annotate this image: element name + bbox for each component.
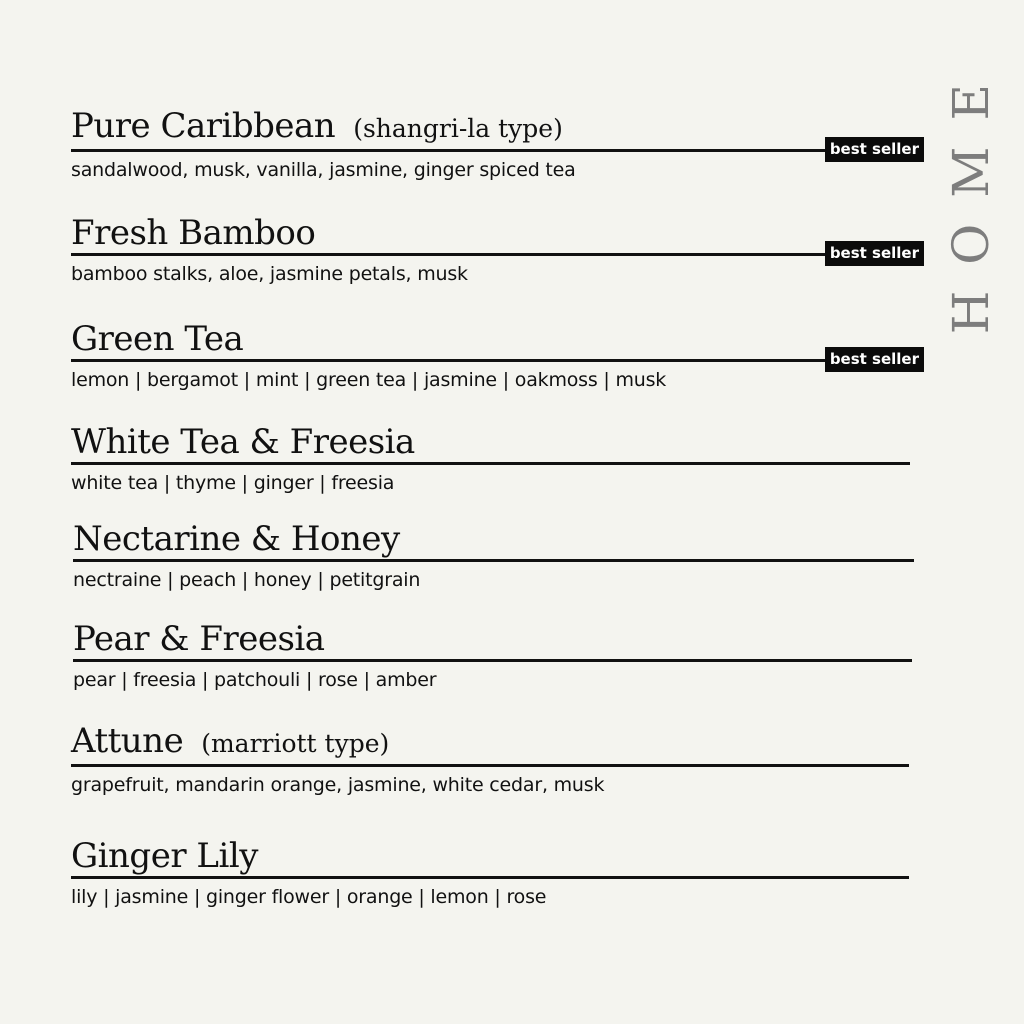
scent-divider (71, 876, 909, 879)
scent-name: Attune (71, 721, 184, 761)
scent-entry-white-tea-freesia (71, 421, 910, 493)
scent-entry-pure-caribbean (71, 108, 924, 180)
best-seller-badge: best seller (825, 241, 924, 266)
scent-name: Pear & Freesia (73, 619, 325, 659)
scent-title-row (71, 106, 924, 158)
scent-name: Nectarine & Honey (73, 519, 400, 559)
scent-entry-ginger-lily (71, 835, 909, 907)
scent-title (71, 721, 390, 761)
scent-type-note: (marriott type) (201, 729, 390, 758)
scent-entry-attune (71, 723, 909, 795)
scent-title (71, 422, 415, 462)
scent-title (73, 619, 325, 659)
scent-name: Ginger Lily (71, 836, 258, 876)
scent-title (71, 106, 563, 146)
scent-name: Pure Caribbean (71, 106, 336, 146)
scent-title-row (71, 318, 924, 368)
scent-title-row (73, 518, 914, 562)
scent-entry-green-tea (71, 318, 924, 390)
best-seller-badge: best seller (825, 137, 924, 162)
scent-title-row (71, 723, 909, 767)
scent-entry-nectarine-honey (73, 518, 914, 590)
scent-notes: sandalwood, musk, vanilla, jasmine, ginger spiced tea (71, 159, 576, 181)
scent-title (71, 213, 316, 253)
scent-divider (73, 559, 914, 562)
scent-notes: pear | freesia | patchouli | rose | amber (73, 669, 437, 691)
scent-notes: grapefruit, mandarin orange, jasmine, white cedar, musk (71, 774, 605, 796)
scent-divider (71, 764, 909, 767)
scent-notes: lily | jasmine | ginger flower | orange | lemon | rose (71, 886, 547, 908)
section-label-home: HOME (942, 58, 1000, 335)
scent-notes: bamboo stalks, aloe, jasmine petals, musk (71, 263, 468, 285)
scent-name: Green Tea (71, 319, 244, 359)
scent-title-row (71, 835, 909, 879)
scent-divider (71, 359, 924, 362)
scent-divider (71, 462, 910, 465)
scent-title-row (71, 421, 910, 465)
scent-title (71, 319, 244, 359)
scent-title (73, 519, 400, 559)
scent-title (71, 836, 258, 876)
scent-divider (71, 253, 924, 256)
scent-notes: white tea | thyme | ginger | freesia (71, 472, 395, 494)
scent-divider (71, 149, 924, 152)
scent-notes: nectraine | peach | honey | petitgrain (73, 569, 421, 591)
scent-notes: lemon | bergamot | mint | green tea | jasmine | oakmoss | musk (71, 369, 667, 391)
scent-type-note: (shangri-la type) (353, 114, 563, 143)
best-seller-badge: best seller (825, 347, 924, 372)
scent-title-row (73, 618, 912, 662)
scent-title-row (71, 212, 924, 262)
scent-name: White Tea & Freesia (71, 422, 415, 462)
scent-divider (73, 659, 912, 662)
scent-entry-pear-freesia (73, 618, 912, 690)
scent-entry-fresh-bamboo (71, 212, 924, 284)
scent-name: Fresh Bamboo (71, 213, 316, 253)
